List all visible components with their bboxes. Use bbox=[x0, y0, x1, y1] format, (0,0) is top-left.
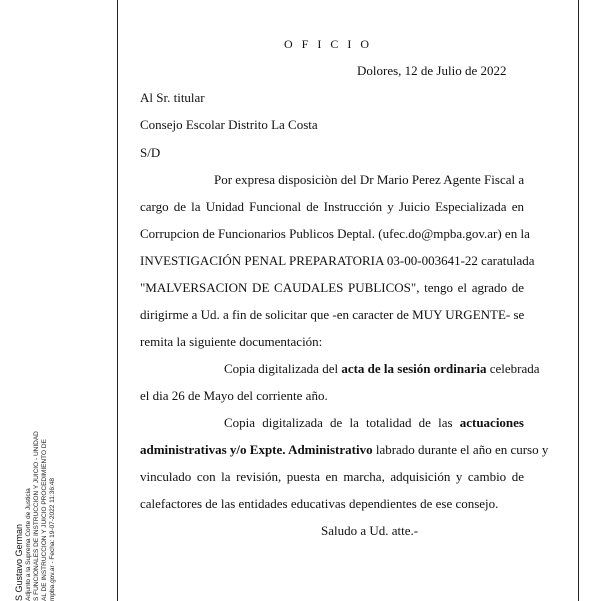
stamp-line-2: S FUNCIONALES DE INSTRUCCION Y JUICIO - UNIDAD bbox=[33, 431, 40, 601]
body-line-3: Corrupcion de Funcionarios Publicos Deptal. (ufec.do@mpba.gov.ar) en la bbox=[140, 226, 530, 241]
item2-line1-plain: Copia digitalizada de la totalidad de las bbox=[224, 415, 453, 430]
stamp-line-3: AL DE INSTRUCCION Y JUICIO PROCEDIMIENTO DE bbox=[41, 439, 48, 601]
stamp-name: S Gustavo German bbox=[14, 523, 24, 601]
body-line-1: Por expresa disposiciòn del Dr Mario Perez Agente Fiscal a bbox=[214, 172, 525, 187]
left-margin-rule bbox=[117, 0, 118, 601]
item2-line2-bold: administrativas y/o Expte. Administrativo bbox=[140, 442, 373, 457]
body-line-7: remita la siguiente documentación: bbox=[140, 334, 323, 349]
item2-line2-plain: labrado durante el año en curso y bbox=[372, 442, 549, 457]
stamp-line-1: Adjunto a la Suprema Corte de Justicia bbox=[25, 488, 32, 601]
item2-line-2 bbox=[140, 442, 549, 458]
document-title: O F I C I O bbox=[284, 37, 373, 51]
item1-line-1 bbox=[224, 361, 540, 377]
stamp-line-4: mpba.gov.ar - Fecha: 19-07-2022 11:36:48 bbox=[49, 478, 56, 601]
closing-salutation: Saludo a Ud. atte.- bbox=[321, 523, 419, 538]
document-date: Dolores, 12 de Julio de 2022 bbox=[357, 63, 507, 78]
body-line-4: INVESTIGACIÓN PENAL PREPARATORIA 03-00-003641-22 caratulada bbox=[140, 253, 535, 268]
right-margin-rule bbox=[578, 0, 579, 601]
recipient-line-2: Consejo Escolar Distrito La Costa bbox=[140, 117, 318, 132]
item1-pre: Copia digitalizada del bbox=[224, 361, 342, 376]
body-line-6: dirigirme a Ud. a fin de solicitar que -en caracter de MUY URGENTE- se bbox=[140, 307, 525, 322]
recipient-line-3: S/D bbox=[140, 145, 161, 160]
body-line-5: "MALVERSACION DE CAUDALES PUBLICOS", tengo el agrado de bbox=[140, 280, 524, 295]
item1-post: celebrada bbox=[486, 361, 540, 376]
item2-line-3: vinculado con la revisión, puesta en marcha, adquisición y cambio de bbox=[140, 469, 524, 484]
body-line-2: cargo de la Unidad Funcional de Instrucción y Juicio Especializada en bbox=[140, 199, 524, 214]
item2-line-1 bbox=[224, 415, 524, 431]
item1-line-2: el dia 26 de Mayo del corriente año. bbox=[140, 388, 328, 403]
item2-line1-bold: actuaciones bbox=[459, 415, 524, 430]
item1-bold: acta de la sesión ordinaria bbox=[341, 361, 487, 376]
item2-line-4: calefactores de las entidades educativas dependientes de ese consejo. bbox=[140, 496, 499, 511]
recipient-line-1: Al Sr. titular bbox=[140, 90, 205, 105]
signature-stamp bbox=[14, 431, 57, 601]
